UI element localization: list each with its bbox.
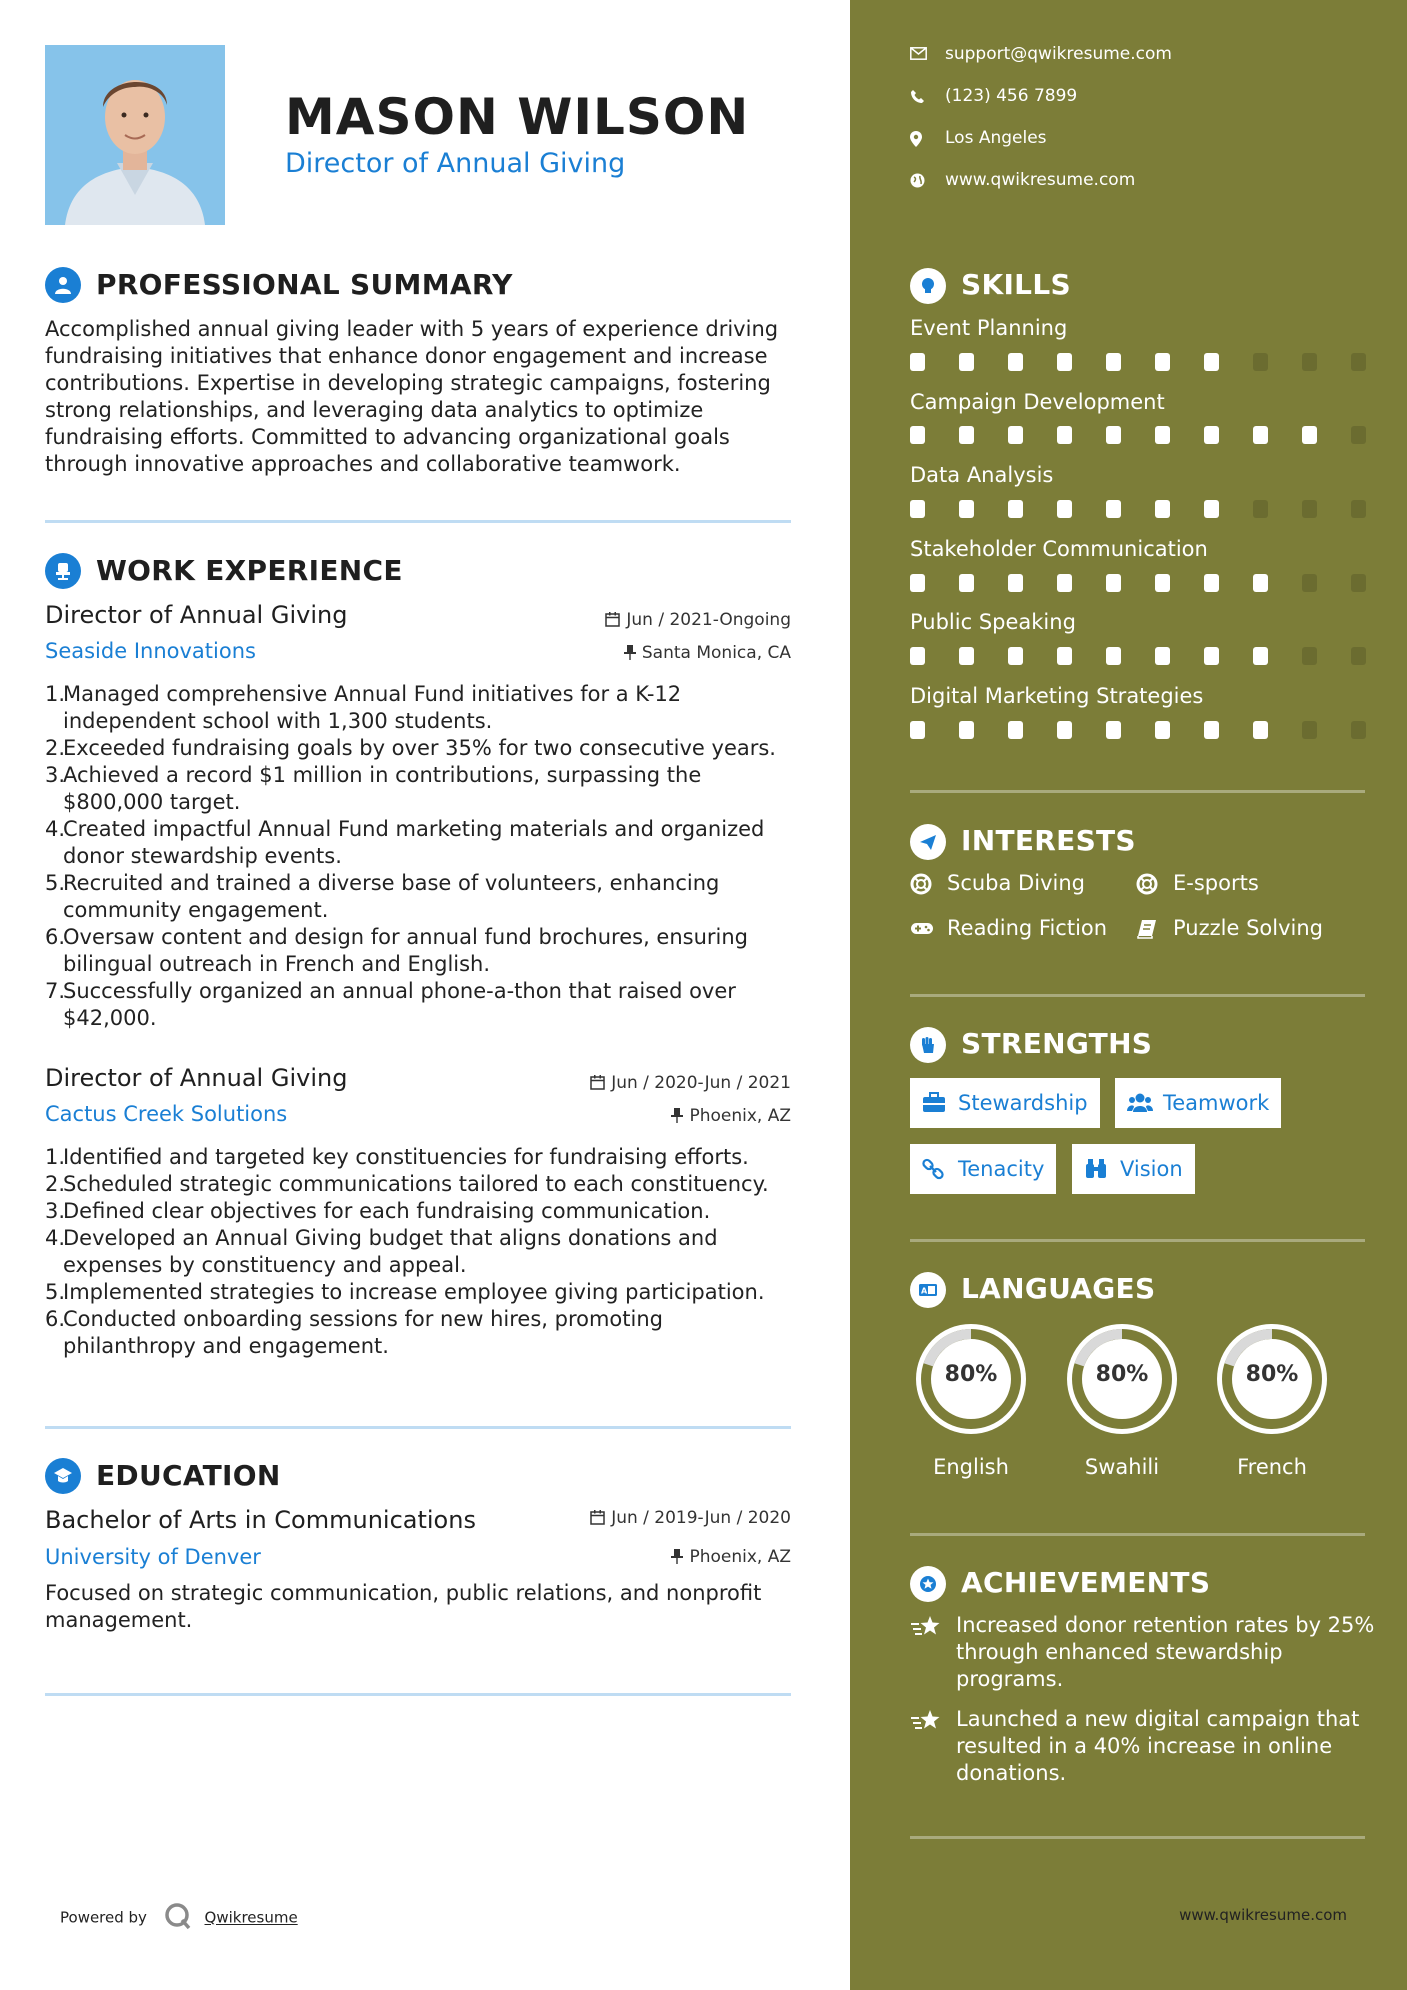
language-percent: 80%: [944, 1362, 998, 1387]
skill-dot-filled: [1155, 500, 1170, 518]
skill-dot-filled: [910, 647, 925, 665]
skill-dot-filled: [1204, 426, 1219, 444]
candidate-role: Director of Annual Giving: [285, 148, 626, 179]
location-text: Los Angeles: [945, 128, 1047, 148]
list-item: 5.Implemented strategies to increase employee giving participation.: [45, 1280, 765, 1304]
user-icon: [45, 267, 81, 303]
users-icon: [1127, 1092, 1153, 1114]
list-item: 1.Identified and targeted key constituencies for fundraising efforts.: [45, 1145, 749, 1169]
paper-plane-icon: [910, 824, 946, 860]
skill-dot-empty: [1351, 500, 1366, 518]
envelope-icon: [910, 47, 927, 60]
svg-text:A: A: [921, 1286, 928, 1296]
skill-dot-filled: [1106, 500, 1121, 518]
website-text: www.qwikresume.com: [945, 170, 1136, 190]
email-text: support@qwikresume.com: [945, 44, 1172, 64]
binoculars-icon: [1084, 1158, 1108, 1180]
section-divider: [910, 790, 1365, 793]
list-item: 2.Exceeded fundraising goals by over 35% for two consecutive years.: [45, 736, 776, 760]
job-location-text: Santa Monica, CA: [641, 643, 791, 663]
education-location-text: Phoenix, AZ: [689, 1547, 791, 1567]
skill-dot-filled: [1057, 500, 1072, 518]
phone-text: (123) 456 7899: [945, 86, 1078, 106]
job-dates: [590, 1073, 791, 1093]
job-location-text: Phoenix, AZ: [689, 1106, 791, 1126]
skill-dot-filled: [959, 426, 974, 444]
skill-dot-filled: [1302, 426, 1317, 444]
skill-dot-filled: [1155, 353, 1170, 371]
job-dates-text: Jun / 2020-Jun / 2021: [611, 1073, 791, 1093]
brand-link[interactable]: Qwikresume: [204, 1908, 298, 1927]
profile-photo: [45, 45, 225, 225]
strengths-heading: STRENGTHS: [961, 1027, 1153, 1060]
lifebuoy-icon: [910, 873, 932, 895]
map-marker-icon: [910, 131, 922, 147]
degree-title: Bachelor of Arts in Communications: [45, 1506, 476, 1534]
company-name: Seaside Innovations: [45, 639, 256, 663]
list-item: 1.Managed comprehensive Annual Fund initiatives for a K-12 independent school with 1,300 students.: [45, 682, 682, 733]
candidate-name: MASON WILSON: [285, 88, 750, 146]
skill-dot-empty: [1302, 647, 1317, 665]
list-item: 5.Recruited and trained a diverse base of volunteers, enhancing community engagement.: [45, 871, 720, 922]
strength-chip: [910, 1144, 1056, 1194]
language-name: Swahili: [1084, 1455, 1160, 1479]
strength-label: Stewardship: [958, 1091, 1088, 1115]
summary-heading: PROFESSIONAL SUMMARY: [96, 268, 513, 301]
skill-dot-filled: [959, 353, 974, 371]
list-item: 3.Achieved a record $1 million in contributions, surpassing the $800,000 target.: [45, 763, 702, 814]
language-percent: 80%: [1245, 1362, 1299, 1387]
skill-dot-filled: [1253, 426, 1268, 444]
achievement-text: Launched a new digital campaign that resulted in a 40% increase in online donations.: [956, 1707, 1360, 1785]
list-item: 2.Scheduled strategic communications tailored to each constituency.: [45, 1172, 769, 1196]
list-item: 4.Created impactful Annual Fund marketing materials and organized donor stewardship events.: [45, 817, 765, 868]
skill-dot-filled: [910, 500, 925, 518]
graduation-cap-icon: [45, 1458, 81, 1494]
section-divider: [45, 1693, 791, 1696]
chair-icon: [45, 553, 81, 589]
interest-label: E-sports: [1173, 871, 1259, 895]
skill-dot-filled: [1106, 574, 1121, 592]
skill-dot-filled: [959, 500, 974, 518]
powered-by: [60, 1902, 298, 1934]
interest-label: Reading Fiction: [947, 916, 1108, 940]
section-divider: [910, 1239, 1365, 1242]
interest-label: Scuba Diving: [947, 871, 1085, 895]
skill-dot-filled: [1057, 574, 1072, 592]
skill-meter: [910, 721, 1370, 739]
list-item: 6.Conducted onboarding sessions for new hires, promoting philanthropy and engagement.: [45, 1307, 663, 1358]
shooting-star-icon: [910, 1708, 942, 1734]
skill-dot-filled: [910, 721, 925, 739]
skill-meter: [910, 574, 1370, 592]
language-percent: 80%: [1095, 1362, 1149, 1387]
skill-dot-filled: [1106, 647, 1121, 665]
education-heading: EDUCATION: [96, 1459, 281, 1492]
skill-dot-filled: [959, 647, 974, 665]
skill-dot-empty: [1351, 353, 1366, 371]
languages-heading: LANGUAGES: [961, 1272, 1156, 1305]
briefcase-icon: [922, 1092, 946, 1114]
section-divider: [45, 1426, 791, 1429]
skill-dot-filled: [959, 721, 974, 739]
section-divider: [910, 1533, 1365, 1536]
skill-dot-filled: [1057, 426, 1072, 444]
skill-dot-filled: [1253, 721, 1268, 739]
calendar-icon: [605, 612, 620, 627]
strength-chip: [910, 1078, 1100, 1128]
lifebuoy-icon: [1136, 873, 1158, 895]
powered-by-label: Powered by: [60, 1908, 147, 1927]
skill-dot-filled: [1253, 647, 1268, 665]
skill-dot-filled: [1008, 500, 1023, 518]
list-item: 7.Successfully organized an annual phone-a-thon that raised over $42,000.: [45, 979, 736, 1030]
strength-label: Teamwork: [1163, 1091, 1270, 1115]
shooting-star-icon: [910, 1614, 942, 1640]
skill-dot-empty: [1351, 426, 1366, 444]
achievement-text: Increased donor retention rates by 25% through enhanced stewardship programs.: [956, 1613, 1375, 1691]
job-dates: [605, 610, 791, 630]
skill-dot-filled: [1008, 426, 1023, 444]
skills-heading: SKILLS: [961, 268, 1071, 301]
skill-name: Data Analysis: [910, 463, 1054, 487]
job-dates-text: Jun / 2021-Ongoing: [626, 610, 791, 630]
job-bullets: [45, 681, 797, 1032]
pin-icon: [671, 1549, 683, 1564]
skill-dot-filled: [1057, 721, 1072, 739]
skill-dot-filled: [1155, 426, 1170, 444]
skill-dot-filled: [1253, 574, 1268, 592]
experience-heading: WORK EXPERIENCE: [96, 554, 403, 587]
list-item: 6.Oversaw content and design for annual fund brochures, ensuring bilingual outreach in French and English.: [45, 925, 749, 976]
skill-dot-filled: [1008, 647, 1023, 665]
skill-dot-filled: [1106, 353, 1121, 371]
skill-name: Public Speaking: [910, 610, 1076, 634]
qwikresume-logo-icon: [164, 1902, 192, 1934]
skill-dot-filled: [1008, 353, 1023, 371]
skill-dot-filled: [1008, 721, 1023, 739]
fist-icon: [910, 1027, 946, 1063]
skill-name: Campaign Development: [910, 390, 1165, 414]
sidebar: [850, 0, 1407, 1990]
list-item: 3.Defined clear objectives for each fundraising communication.: [45, 1199, 711, 1223]
skill-dot-empty: [1253, 353, 1268, 371]
job-location: [624, 643, 791, 663]
calendar-icon: [590, 1510, 605, 1525]
gamepad-icon: [910, 918, 934, 938]
skill-dot-filled: [1057, 353, 1072, 371]
education-dates: [590, 1508, 791, 1528]
section-divider: [45, 520, 791, 523]
skill-name: Event Planning: [910, 316, 1068, 340]
section-divider: [910, 994, 1365, 997]
skill-dot-filled: [1155, 647, 1170, 665]
job-title: Director of Annual Giving: [45, 1064, 348, 1092]
achievements-heading: ACHIEVEMENTS: [961, 1566, 1211, 1599]
skill-dot-empty: [1253, 500, 1268, 518]
language-icon: [910, 1272, 946, 1308]
skill-dot-filled: [1204, 353, 1219, 371]
skill-dot-filled: [910, 353, 925, 371]
skill-dot-filled: [910, 574, 925, 592]
phone-icon: [910, 89, 925, 104]
pin-icon: [624, 645, 636, 660]
skill-dot-empty: [1302, 721, 1317, 739]
job-title: Director of Annual Giving: [45, 601, 348, 629]
job-location: [671, 1106, 791, 1126]
skill-dot-filled: [1155, 574, 1170, 592]
skill-dot-empty: [1351, 721, 1366, 739]
lightbulb-icon: [910, 268, 946, 304]
skill-meter: [910, 647, 1370, 665]
skill-dot-filled: [1204, 721, 1219, 739]
footer-website[interactable]: www.qwikresume.com: [1179, 1906, 1347, 1924]
strength-chip: [1072, 1144, 1195, 1194]
language-name: English: [933, 1455, 1009, 1479]
interest-label: Puzzle Solving: [1173, 916, 1323, 940]
calendar-icon: [590, 1075, 605, 1090]
strength-chip: [1115, 1078, 1281, 1128]
skill-dot-filled: [959, 574, 974, 592]
skill-dot-filled: [1106, 426, 1121, 444]
school-name: University of Denver: [45, 1545, 261, 1569]
skill-dot-filled: [1155, 721, 1170, 739]
education-location: [671, 1547, 791, 1567]
interests-heading: INTERESTS: [961, 824, 1136, 857]
skill-name: Digital Marketing Strategies: [910, 684, 1204, 708]
education-description: Focused on strategic communication, public relations, and nonprofit management.: [45, 1581, 762, 1632]
language-name: French: [1237, 1455, 1307, 1479]
skill-dot-filled: [1204, 647, 1219, 665]
skill-meter: [910, 353, 1370, 371]
pin-icon: [671, 1108, 683, 1123]
education-dates-text: Jun / 2019-Jun / 2020: [611, 1508, 791, 1528]
skill-dot-empty: [1302, 353, 1317, 371]
skill-dot-filled: [1057, 647, 1072, 665]
strength-label: Tenacity: [958, 1157, 1045, 1181]
skill-dot-filled: [1204, 500, 1219, 518]
skill-dot-empty: [1351, 647, 1366, 665]
job-bullets: [45, 1144, 797, 1360]
skill-dot-filled: [910, 426, 925, 444]
skill-meter: [910, 500, 1370, 518]
book-icon: [1136, 918, 1158, 940]
list-item: 4.Developed an Annual Giving budget that aligns donations and expenses by constituency and appeal.: [45, 1226, 718, 1277]
skill-dot-filled: [1204, 574, 1219, 592]
skill-dot-filled: [1106, 721, 1121, 739]
skill-meter: [910, 426, 1370, 444]
skill-dot-filled: [1008, 574, 1023, 592]
skill-dot-empty: [1302, 574, 1317, 592]
section-divider: [910, 1836, 1365, 1839]
link-icon: [922, 1158, 944, 1180]
star-badge-icon: [910, 1566, 946, 1602]
company-name: Cactus Creek Solutions: [45, 1102, 288, 1126]
skill-dot-empty: [1351, 574, 1366, 592]
skill-dot-empty: [1302, 500, 1317, 518]
skill-name: Stakeholder Communication: [910, 537, 1208, 561]
summary-text: Accomplished annual giving leader with 5 years of experience driving fundraising initiatives that enhance donor engagement and increase contributions. Expertise in developing strategic campaigns, fostering strong relationships, and leveraging data analytics to optimize fundraising efforts. Committed to advancing organizational goals through innovative approaches and collaborative teamwork.: [45, 317, 779, 476]
globe-icon: [910, 173, 925, 188]
strength-label: Vision: [1120, 1157, 1183, 1181]
